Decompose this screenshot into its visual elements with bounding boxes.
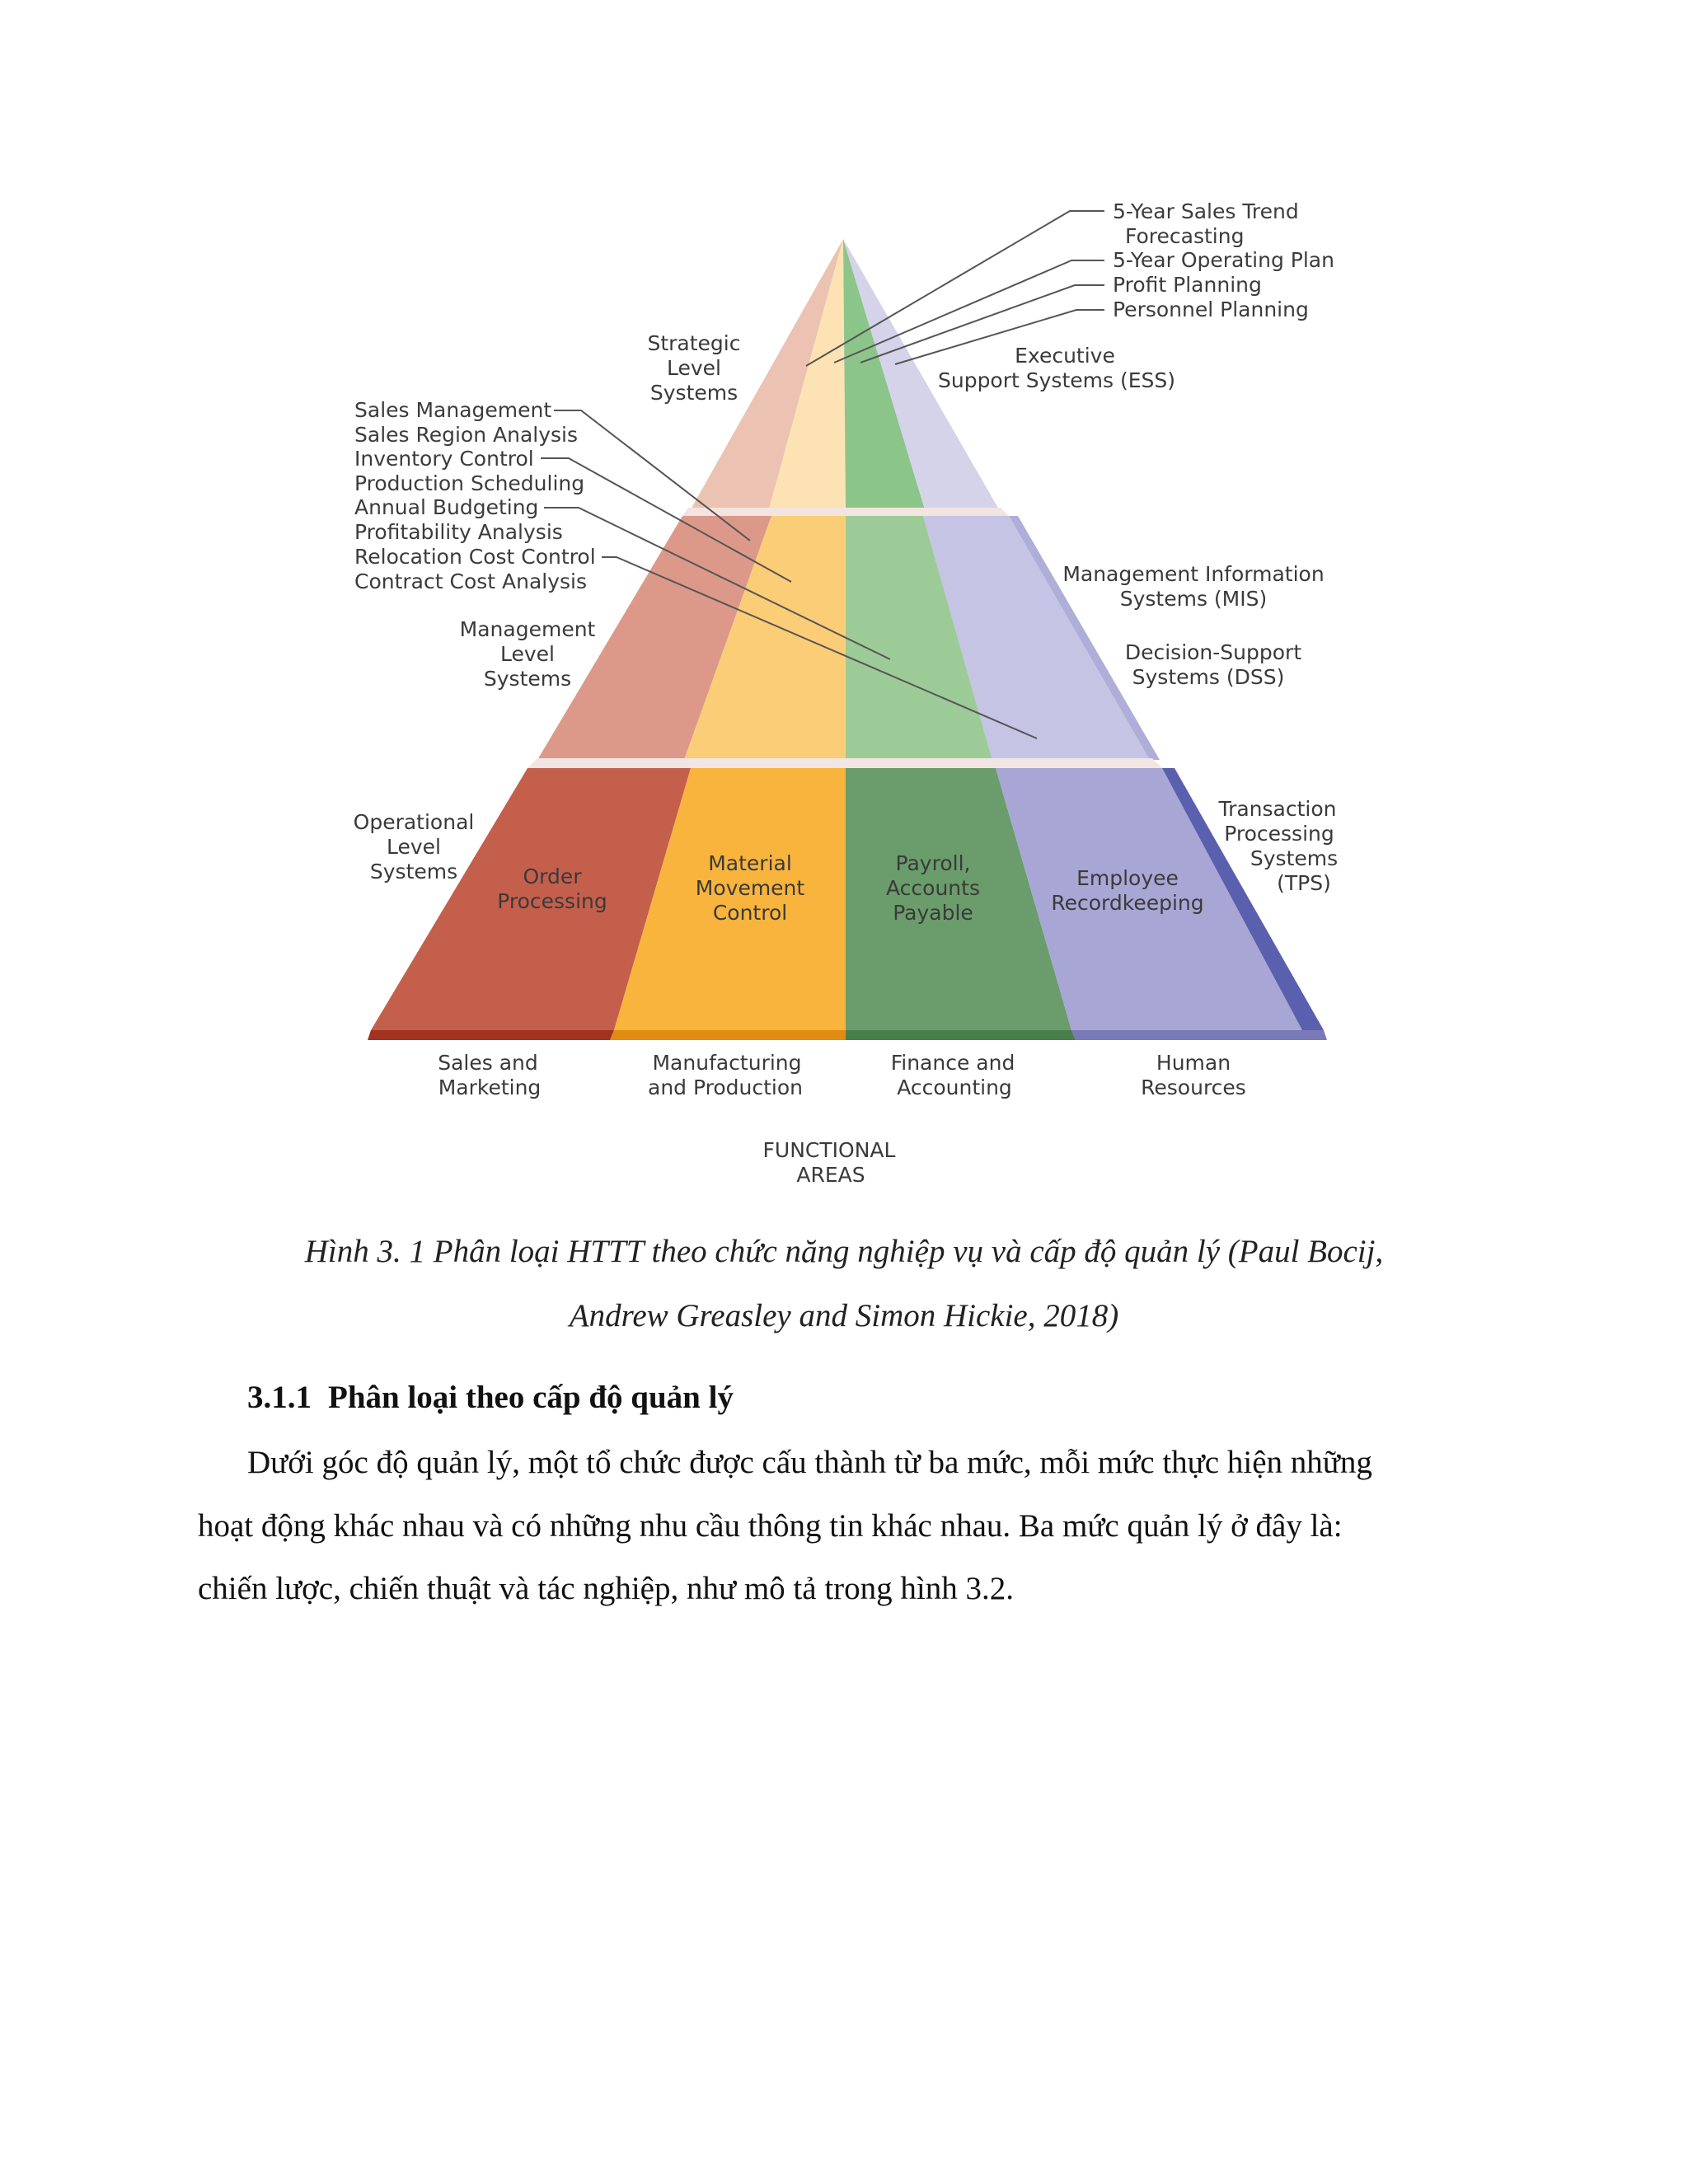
- strategic-level-label: Systems: [649, 381, 738, 405]
- tps-label: Processing: [1224, 822, 1334, 846]
- management-item: Inventory Control: [354, 447, 534, 471]
- tps-label: (TPS): [1277, 871, 1331, 895]
- functional-area-hr: Human: [1156, 1051, 1231, 1075]
- functional-area-hr: Resources: [1141, 1076, 1246, 1099]
- management-divider: [528, 758, 1162, 768]
- management-item: Sales Management: [354, 398, 552, 422]
- mis-label: Systems (MIS): [1119, 587, 1268, 611]
- ess-label: Support Systems (ESS): [937, 368, 1176, 392]
- payroll-label: Payroll,: [895, 851, 971, 875]
- functional-area-sales: Marketing: [438, 1076, 542, 1099]
- ess-label: Executive: [1015, 344, 1115, 368]
- dss-label: Decision-Support: [1124, 640, 1302, 664]
- strategic-level-label: Level: [667, 356, 721, 380]
- material-movement-label: Movement: [695, 876, 805, 900]
- functional-area-manufacturing: and Production: [648, 1076, 803, 1099]
- employee-recordkeeping-label: Employee: [1076, 866, 1179, 890]
- strategic-divider: [682, 508, 1009, 516]
- material-movement-label: Material: [708, 851, 792, 875]
- management-level-label: Level: [500, 642, 555, 666]
- employee-recordkeeping-label: Recordkeeping: [1051, 891, 1204, 915]
- management-item: Sales Region Analysis: [354, 423, 579, 447]
- tps-label: Transaction: [1218, 797, 1337, 821]
- strategic-level-label: Strategic: [647, 331, 741, 355]
- section-number: 3.1.1: [247, 1380, 312, 1415]
- strategic-item: 5-Year Sales Trend: [1113, 199, 1299, 223]
- figure-caption-line-2: Andrew Greasley and Simon Hickie, 2018): [569, 1298, 1119, 1333]
- strategic-items: [1113, 199, 1334, 321]
- figure-caption-line-1: Hình 3. 1 Phân loại HTTT theo chức năng nghiệp vụ và cấp độ quản lý (Paul Bocij,: [304, 1234, 1384, 1269]
- payroll-label: Payable: [893, 901, 973, 925]
- section-title: Phân loại theo cấp độ quản lý: [328, 1380, 734, 1415]
- management-item: Annual Budgeting: [354, 495, 539, 519]
- management-level-label: Management: [459, 617, 596, 641]
- management-item: Relocation Cost Control: [354, 545, 596, 569]
- base-manufacturing-strip: [610, 1030, 846, 1040]
- base-sales-strip: [368, 1030, 614, 1040]
- strategic-item: Personnel Planning: [1113, 298, 1309, 321]
- body-paragraph-line-1: Dưới góc độ quản lý, một tổ chức được cấu thành từ ba mức, mỗi mức thực hiện những: [247, 1445, 1372, 1480]
- section-heading: [247, 1379, 734, 1416]
- tps-label: Systems: [1250, 846, 1339, 870]
- functional-area-sales: Sales and: [438, 1051, 538, 1075]
- strategic-item: Forecasting: [1125, 224, 1245, 248]
- functional-areas-title: FUNCTIONAL: [762, 1138, 896, 1162]
- body-paragraph-line-3: chiến lược, chiến thuật và tác nghiệp, như mô tả trong hình 3.2.: [198, 1571, 1014, 1606]
- operational-level-label: Operational: [353, 810, 475, 834]
- payroll-label: Accounts: [886, 876, 980, 900]
- strategic-item: Profit Planning: [1113, 273, 1262, 297]
- base-finance-strip: [846, 1030, 1076, 1040]
- material-movement-label: Control: [712, 901, 788, 925]
- functional-areas-title: AREAS: [796, 1163, 865, 1187]
- functional-area-manufacturing: Manufacturing: [652, 1051, 802, 1075]
- functional-area-finance: Finance and: [890, 1051, 1015, 1075]
- operational-level-label: Level: [387, 835, 441, 859]
- management-item: Production Scheduling: [354, 471, 585, 495]
- management-item: Contract Cost Analysis: [354, 569, 588, 593]
- body-paragraph-line-2: hoạt động khác nhau và có những nhu cầu thông tin khác nhau. Ba mức quản lý ở đây là:: [198, 1508, 1343, 1544]
- functional-area-finance: Accounting: [897, 1076, 1012, 1099]
- dss-label: Systems (DSS): [1132, 665, 1285, 689]
- order-processing-label: Processing: [497, 889, 607, 913]
- mis-label: Management Information: [1062, 562, 1325, 586]
- order-processing-label: Order: [523, 865, 582, 888]
- operational-level-label: Systems: [369, 860, 458, 883]
- management-items: [354, 398, 596, 593]
- strategic-item: 5-Year Operating Plan: [1113, 248, 1334, 272]
- management-item: Profitability Analysis: [354, 520, 563, 544]
- base-hr-strip: [1071, 1030, 1327, 1040]
- management-level-label: Systems: [483, 667, 572, 691]
